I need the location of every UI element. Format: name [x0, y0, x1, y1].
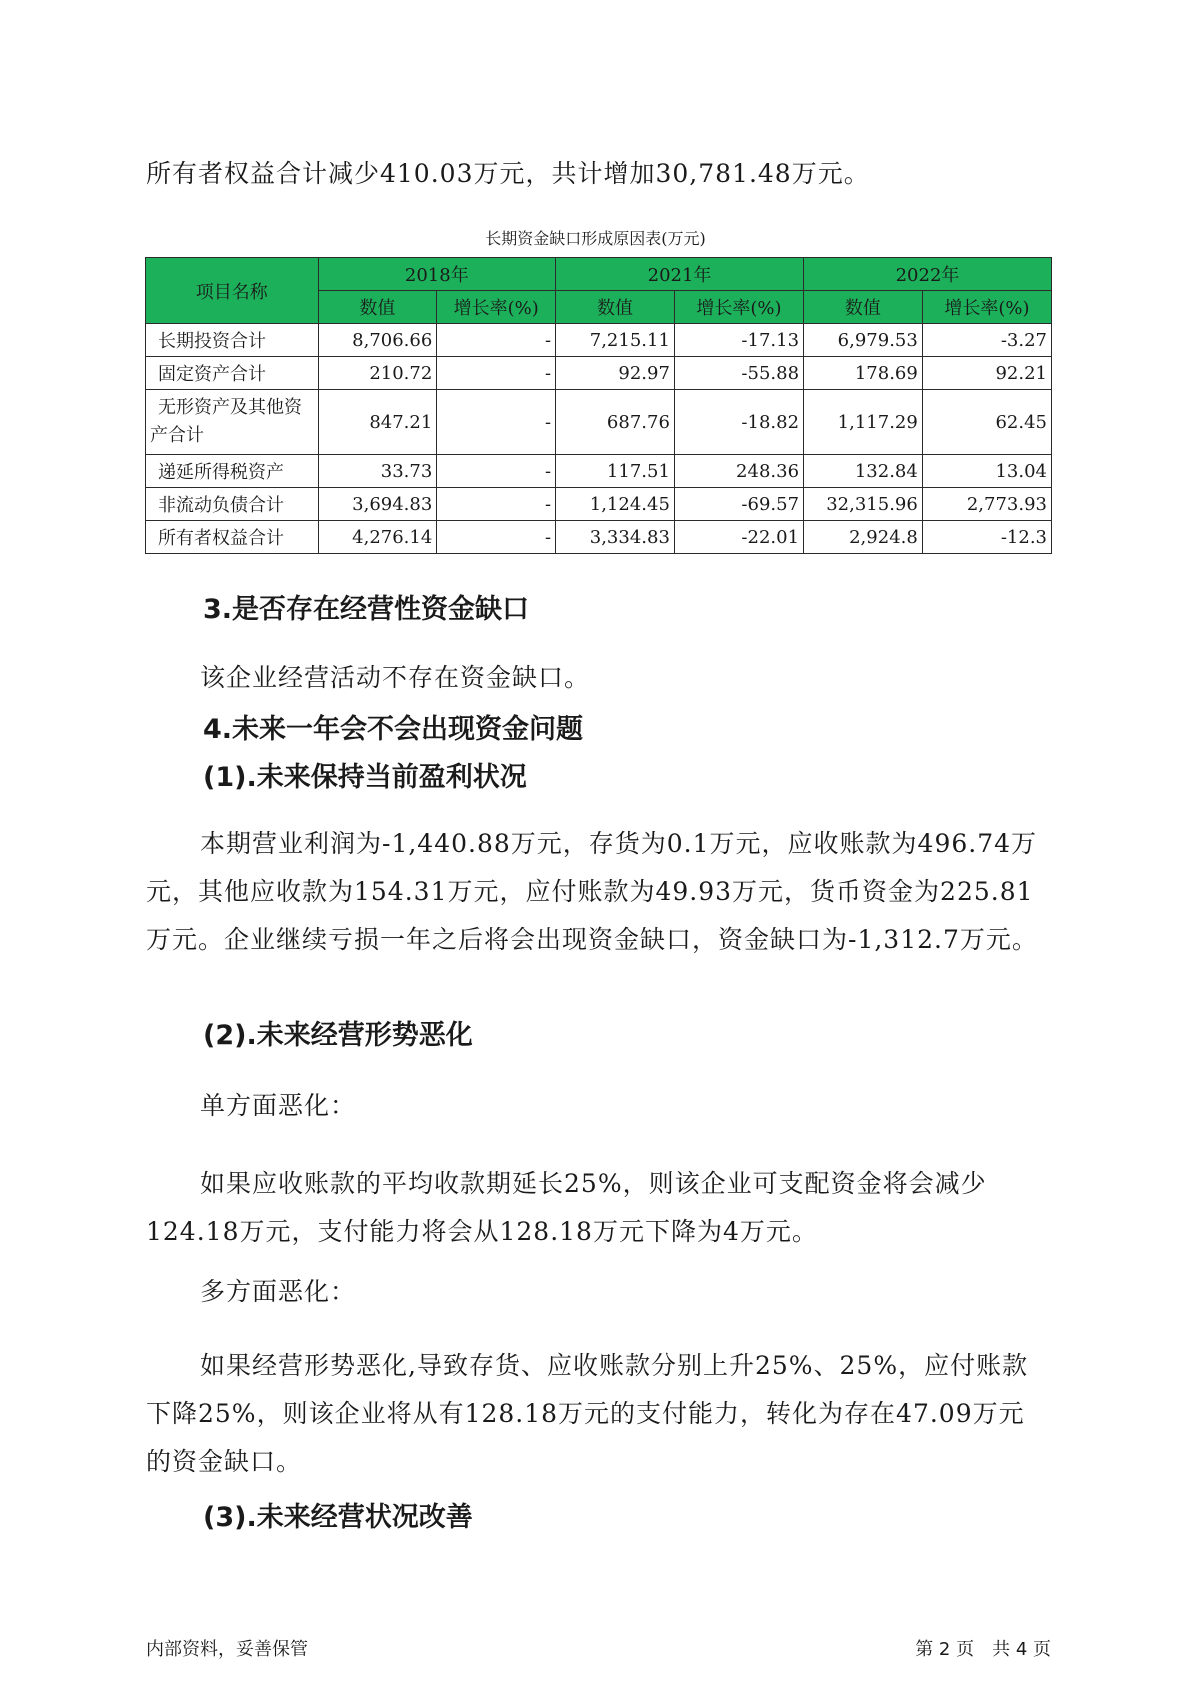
header-value: 数值	[804, 291, 923, 324]
table-row	[146, 324, 1052, 357]
multi-deterioration-label: 多方面恶化：	[200, 1277, 357, 1306]
single-deterioration-text: 如果应收账款的平均收款期延长25%，则该企业可支配资金将会减少124.18万元，支付能力将会从128.18万元下降为4万元。	[146, 1169, 987, 1246]
cell-value-2022: 6,979.53	[804, 324, 923, 357]
footer-confidential: 内部资料，妥善保管	[146, 1639, 308, 1660]
header-rate: 增长率(%)	[922, 291, 1051, 324]
cell-rate-2022: 92.21	[922, 357, 1051, 390]
cell-value-2021: 92.97	[556, 357, 675, 390]
cell-value-2018: 33.73	[318, 455, 437, 488]
header-year-2022: 2022年	[804, 258, 1052, 291]
cell-value-2022: 178.69	[804, 357, 923, 390]
row-name: 固定资产合计	[146, 357, 319, 390]
row-name: 所有者权益合计	[146, 521, 319, 554]
row-name: 非流动负债合计	[146, 488, 319, 521]
section-4-heading: 4.未来一年会不会出现资金问题	[203, 714, 584, 745]
single-deterioration-label: 单方面恶化：	[200, 1091, 357, 1120]
cell-value-2022: 2,924.8	[804, 521, 923, 554]
section-4-1-text: 本期营业利润为-1,440.88万元，存货为0.1万元，应收账款为496.74万元，其他应收款为154.31万元，应付账款为49.93万元，货币资金为225.81万元。企业继续亏损一年之后将会出现资金缺口，资金缺口为-1,312.7万元。	[146, 829, 1038, 954]
section-4-1-heading: (1).未来保持当前盈利状况	[203, 762, 527, 793]
header-value: 数值	[556, 291, 675, 324]
table-row	[146, 357, 1052, 390]
cell-rate-2022: -3.27	[922, 324, 1051, 357]
cell-rate-2022: 62.45	[922, 390, 1051, 455]
cell-rate-2021: -18.82	[674, 390, 803, 455]
cell-value-2022: 32,315.96	[804, 488, 923, 521]
table-caption: 长期资金缺口形成原因表(万元)	[485, 229, 706, 248]
row-name: 无形资产及其他资产合计	[146, 390, 319, 455]
cell-value-2022: 132.84	[804, 455, 923, 488]
cell-rate-2018: -	[437, 488, 556, 521]
header-year-2021: 2021年	[556, 258, 804, 291]
cell-value-2018: 3,694.83	[318, 488, 437, 521]
cell-value-2018: 210.72	[318, 357, 437, 390]
cell-rate-2021: -69.57	[674, 488, 803, 521]
cell-rate-2021: -17.13	[674, 324, 803, 357]
row-name: 长期投资合计	[146, 324, 319, 357]
table-row	[146, 488, 1052, 521]
cell-rate-2018: -	[437, 357, 556, 390]
cell-rate-2018: -	[437, 521, 556, 554]
header-rate: 增长率(%)	[437, 291, 556, 324]
table-row	[146, 390, 1052, 455]
footer-page-number: 第 2 页 共 4 页	[915, 1639, 1051, 1660]
section-4-3-heading: (3).未来经营状况改善	[203, 1502, 473, 1533]
table-row	[146, 455, 1052, 488]
cell-value-2021: 117.51	[556, 455, 675, 488]
cell-value-2022: 1,117.29	[804, 390, 923, 455]
section-4-2-heading: (2).未来经营形势恶化	[203, 1020, 473, 1051]
section-3-heading: 3.是否存在经营性资金缺口	[203, 594, 530, 625]
cell-rate-2021: -55.88	[674, 357, 803, 390]
cell-rate-2022: 13.04	[922, 455, 1051, 488]
cell-rate-2018: -	[437, 455, 556, 488]
cell-rate-2018: -	[437, 324, 556, 357]
multi-deterioration-text: 如果经营形势恶化,导致存货、应收账款分别上升25%、25%，应付账款下降25%，则该企业将从有128.18万元的支付能力，转化为存在47.09万元的资金缺口。	[146, 1351, 1029, 1476]
cell-rate-2018: -	[437, 390, 556, 455]
cell-value-2021: 687.76	[556, 390, 675, 455]
header-year-2018: 2018年	[318, 258, 556, 291]
section-3-text: 该企业经营活动不存在资金缺口。	[200, 663, 591, 692]
header-value: 数值	[318, 291, 437, 324]
cell-value-2018: 847.21	[318, 390, 437, 455]
cell-rate-2021: -22.01	[674, 521, 803, 554]
cell-rate-2022: -12.3	[922, 521, 1051, 554]
cell-rate-2022: 2,773.93	[922, 488, 1051, 521]
table-row	[146, 521, 1052, 554]
cell-value-2018: 4,276.14	[318, 521, 437, 554]
row-name: 递延所得税资产	[146, 455, 319, 488]
cell-rate-2021: 248.36	[674, 455, 803, 488]
capital-gap-table	[145, 257, 1052, 554]
cell-value-2021: 1,124.45	[556, 488, 675, 521]
intro-paragraph: 所有者权益合计减少410.03万元，共计增加30,781.48万元。	[146, 159, 870, 188]
cell-value-2021: 7,215.11	[556, 324, 675, 357]
cell-value-2018: 8,706.66	[318, 324, 437, 357]
header-item-name: 项目名称	[146, 258, 319, 324]
cell-value-2021: 3,334.83	[556, 521, 675, 554]
header-rate: 增长率(%)	[674, 291, 803, 324]
